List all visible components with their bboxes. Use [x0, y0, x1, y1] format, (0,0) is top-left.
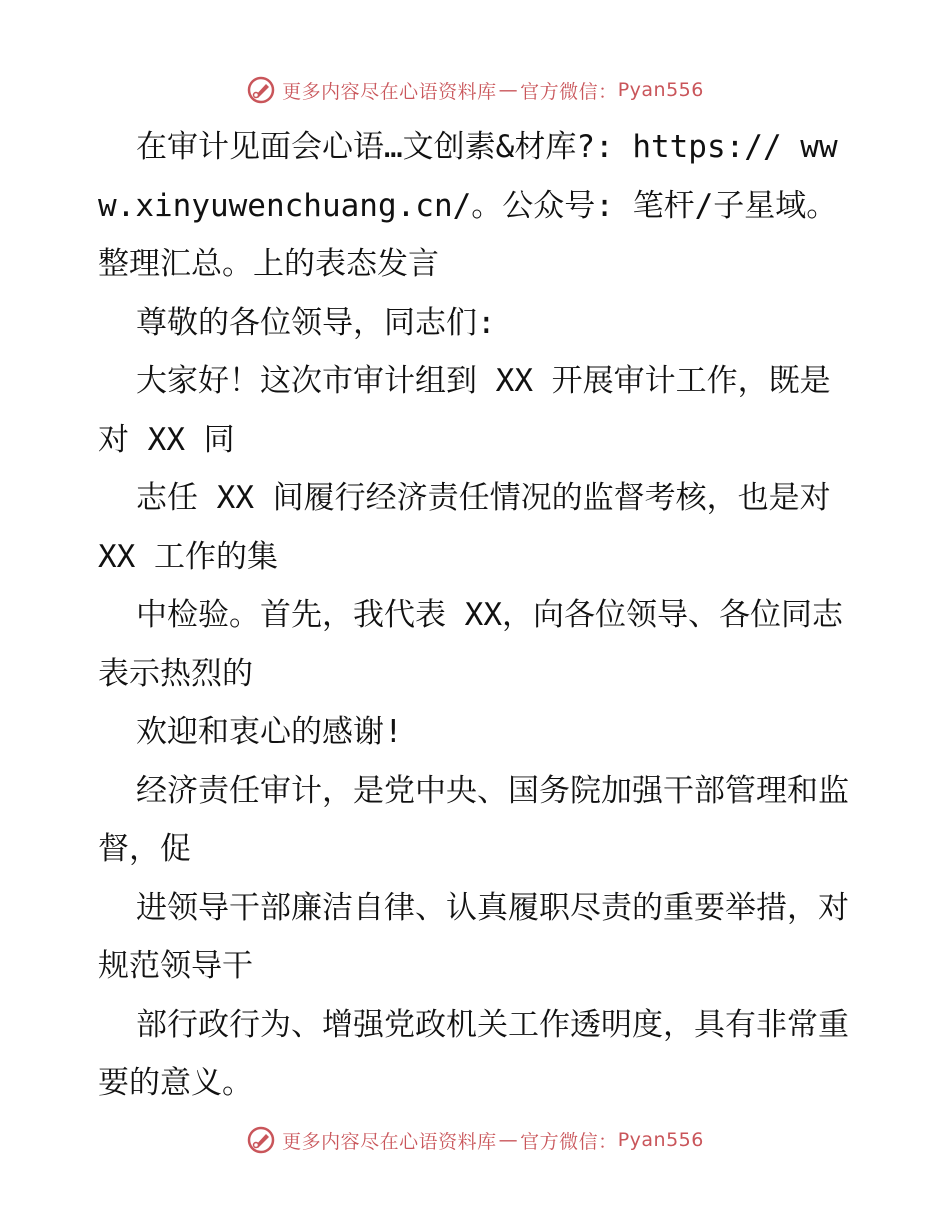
document-body [98, 118, 858, 1113]
paragraph: 中检验。首先，我代表 XX，向各位领导、各位同志表示热烈的 [98, 597, 843, 692]
paragraph: 大家好！这次市审计组到 XX 开展审计工作，既是对 XX 同 [98, 363, 831, 458]
header-watermark [0, 70, 950, 110]
paragraph: 进领导干部廉洁自律、认真履职尽责的重要举措，对规范领导干 [98, 889, 849, 984]
paragraph: 经济责任审计，是党中央、国务院加强干部管理和监督，促 [98, 772, 849, 867]
footer-watermark [0, 1120, 950, 1160]
watermark-brand: 更多内容尽在心语资料库 [282, 1130, 497, 1153]
paragraph-salutation: 尊敬的各位领导，同志们: [136, 304, 496, 341]
paragraph: 部行政行为、增强党政机关工作透明度，具有非常重要的意义。 [98, 1006, 849, 1101]
watermark-wechat-label: 官方微信： [520, 80, 618, 103]
watermark-brand: 更多内容尽在心语资料库 [282, 80, 497, 103]
pen-in-circle-icon [246, 1125, 276, 1155]
watermark-separator: — [498, 1129, 519, 1151]
paragraph-title: 在审计见面会心语…文创素&材库?: https:// www.xinyuwenchuang.cn/。公众号: 笔杆/子星域。整理汇总。上的表态发言 [98, 129, 838, 282]
watermark-separator: — [498, 79, 519, 101]
watermark-wechat-label: 官方微信： [520, 1130, 618, 1153]
pen-in-circle-icon [246, 75, 276, 105]
paragraph: 志任 XX 间履行经济责任情况的监督考核，也是对 XX 工作的集 [98, 480, 831, 575]
watermark-wechat-id: Pyan556 [617, 1129, 704, 1151]
paragraph: 欢迎和衷心的感谢! [136, 714, 403, 750]
watermark-wechat-id: Pyan556 [617, 79, 704, 101]
